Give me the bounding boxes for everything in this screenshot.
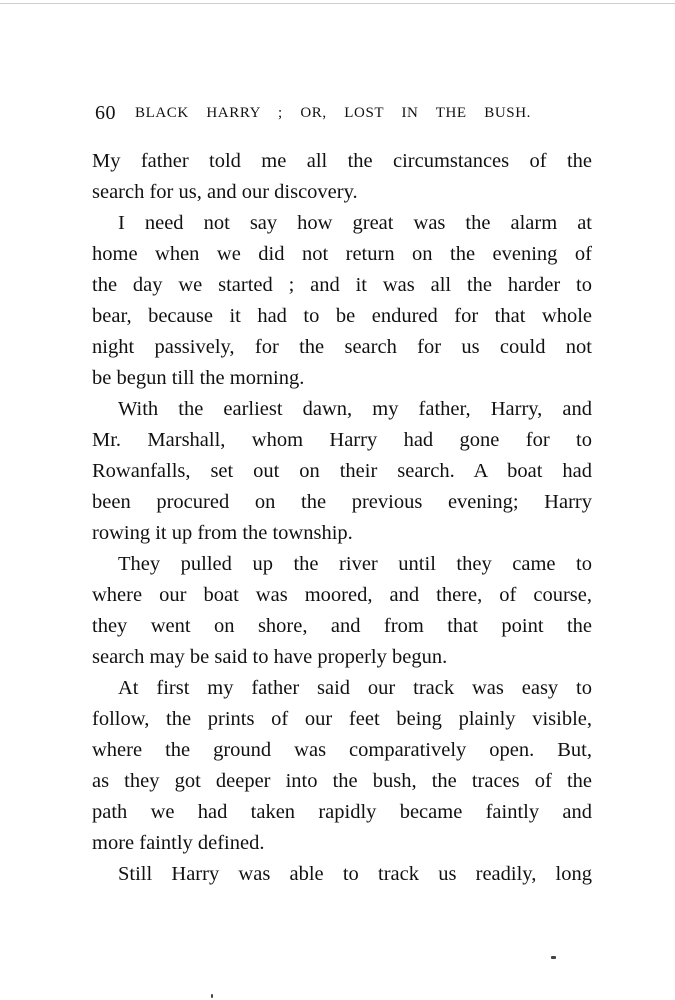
text-line: Still Harry was able to track us readily, long [118, 863, 592, 885]
text-line: My father told me all the circumstances of the [92, 150, 592, 172]
text-line: With the earliest dawn, my father, Harry, and [118, 398, 592, 420]
text-line: search for us, and our discovery. [92, 181, 358, 203]
running-head [95, 102, 531, 128]
text-line: I need not say how great was the alarm at [118, 212, 592, 234]
text-line: night passively, for the search for us could not [92, 336, 592, 358]
page-number: 60 [95, 102, 116, 124]
text-line: been procured on the previous evening; Harry [92, 491, 592, 513]
text-line: They pulled up the river until they came to [118, 553, 592, 575]
text-line: path we had taken rapidly became faintly and [92, 801, 592, 823]
ink-speck [551, 956, 556, 959]
text-line: At first my father said our track was easy to [118, 677, 592, 699]
text-line: the day we started ; and it was all the harder to [92, 274, 592, 296]
text-line: they went on shore, and from that point the [92, 615, 592, 637]
ink-speck [211, 994, 213, 998]
body-text [92, 146, 592, 890]
text-line: as they got deeper into the bush, the traces of the [92, 770, 592, 792]
text-line: bear, because it had to be endured for that whole [92, 305, 592, 327]
page-top-edge [0, 3, 675, 4]
text-line: where our boat was moored, and there, of course, [92, 584, 592, 606]
text-line: be begun till the morning. [92, 367, 305, 389]
text-line: follow, the prints of our feet being plainly visible, [92, 708, 592, 730]
text-line: more faintly defined. [92, 832, 265, 854]
running-title: BLACK HARRY ; OR, LOST IN THE BUSH. [135, 105, 531, 121]
text-line: Rowanfalls, set out on their search. A boat had [92, 460, 592, 482]
text-line: Mr. Marshall, whom Harry had gone for to [92, 429, 592, 451]
text-line: rowing it up from the township. [92, 522, 353, 544]
text-line: where the ground was comparatively open. But, [92, 739, 592, 761]
text-line: search may be said to have properly begun. [92, 646, 448, 668]
text-line: home when we did not return on the evening of [92, 243, 592, 265]
